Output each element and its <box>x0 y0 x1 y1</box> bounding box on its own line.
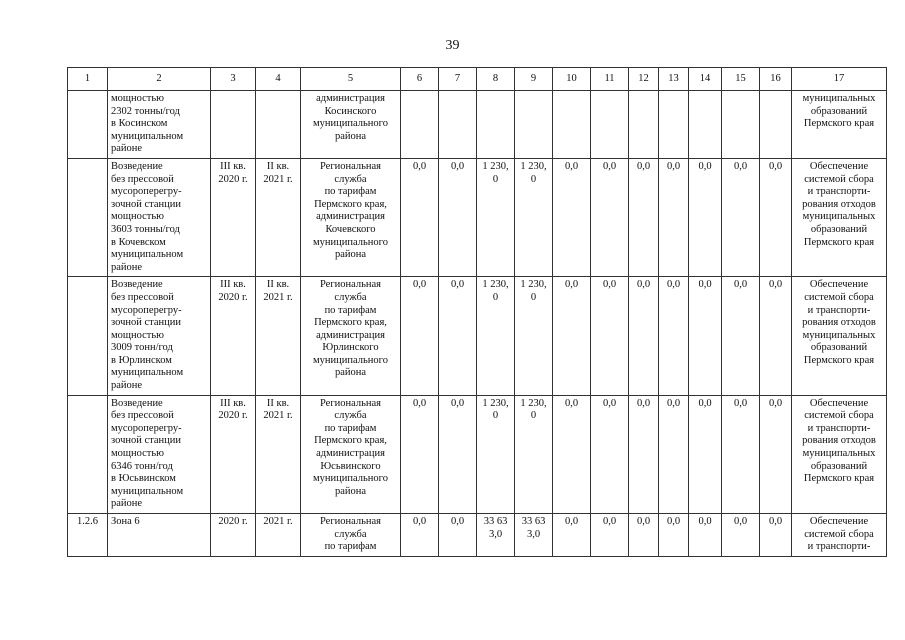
item-number <box>68 277 108 395</box>
start-date: 2020 г. <box>211 514 256 557</box>
value-cell <box>553 91 591 159</box>
value-cell: 0,0 <box>591 158 629 276</box>
value-cell: 0,0 <box>722 277 760 395</box>
value-cell: 0,0 <box>722 514 760 557</box>
value-cell: 0,0 <box>629 514 659 557</box>
end-date: II кв. 2021 г. <box>256 277 301 395</box>
value-cell: 0,0 <box>401 514 439 557</box>
value-cell <box>515 91 553 159</box>
column-header: 8 <box>477 68 515 91</box>
column-number-row <box>68 68 887 91</box>
expected-result: муниципальных образований Пермского края <box>792 91 887 159</box>
table-row <box>68 395 887 513</box>
item-number: 1.2.6 <box>68 514 108 557</box>
value-cell <box>722 91 760 159</box>
column-header: 7 <box>439 68 477 91</box>
value-cell <box>629 91 659 159</box>
value-cell <box>689 91 722 159</box>
value-cell <box>659 91 689 159</box>
value-cell: 0,0 <box>439 158 477 276</box>
value-cell: 0,0 <box>553 277 591 395</box>
value-cell: 0,0 <box>760 277 792 395</box>
column-header: 3 <box>211 68 256 91</box>
expected-result: Обеспечение системой сбора и транспорти- <box>792 514 887 557</box>
value-cell: 0,0 <box>591 395 629 513</box>
page-number: 39 <box>445 38 460 53</box>
column-header: 1 <box>68 68 108 91</box>
value-cell: 0,0 <box>401 395 439 513</box>
column-header: 2 <box>108 68 211 91</box>
value-cell: 0,0 <box>659 158 689 276</box>
value-cell <box>401 91 439 159</box>
value-cell: 0,0 <box>689 395 722 513</box>
column-header: 15 <box>722 68 760 91</box>
activity-name: мощностью 2302 тонны/год в Косинском муниципальном районе <box>108 91 211 159</box>
value-cell: 0,0 <box>659 395 689 513</box>
value-cell: 0,0 <box>722 158 760 276</box>
value-cell: 0,0 <box>689 158 722 276</box>
value-cell: 0,0 <box>439 514 477 557</box>
column-header: 4 <box>256 68 301 91</box>
value-cell: 0,0 <box>689 277 722 395</box>
value-cell: 0,0 <box>439 277 477 395</box>
value-cell: 0,0 <box>629 395 659 513</box>
executor: Региональная служба по тарифам <box>301 514 401 557</box>
column-header: 17 <box>792 68 887 91</box>
value-cell: 33 63 3,0 <box>477 514 515 557</box>
end-date: II кв. 2021 г. <box>256 395 301 513</box>
value-cell: 0,0 <box>553 395 591 513</box>
value-cell: 0,0 <box>659 277 689 395</box>
value-cell: 1 230, 0 <box>477 395 515 513</box>
column-header: 10 <box>553 68 591 91</box>
value-cell: 1 230, 0 <box>477 277 515 395</box>
item-number <box>68 158 108 276</box>
value-cell: 0,0 <box>553 514 591 557</box>
column-header: 6 <box>401 68 439 91</box>
column-header: 9 <box>515 68 553 91</box>
value-cell <box>760 91 792 159</box>
value-cell: 0,0 <box>659 514 689 557</box>
start-date <box>211 91 256 159</box>
value-cell: 0,0 <box>760 395 792 513</box>
table-row <box>68 158 887 276</box>
program-table <box>67 67 887 557</box>
activity-name: Возведение без прессовой мусороперегру- зочной станции мощностью 3009 тонн/год в Юрлинском муниципальном районе <box>108 277 211 395</box>
end-date: II кв. 2021 г. <box>256 158 301 276</box>
item-number <box>68 91 108 159</box>
item-number <box>68 395 108 513</box>
table-row <box>68 91 887 159</box>
value-cell <box>439 91 477 159</box>
executor: Региональная служба по тарифам Пермского края, администрация Кочевского муниципального района <box>301 158 401 276</box>
activity-name: Зона 6 <box>108 514 211 557</box>
column-header: 5 <box>301 68 401 91</box>
start-date: III кв. 2020 г. <box>211 158 256 276</box>
value-cell: 0,0 <box>629 158 659 276</box>
executor: Региональная служба по тарифам Пермского края, администрация Юсьвинского муниципального района <box>301 395 401 513</box>
value-cell: 1 230, 0 <box>515 277 553 395</box>
value-cell: 0,0 <box>553 158 591 276</box>
table-row <box>68 277 887 395</box>
table-row <box>68 514 887 557</box>
expected-result: Обеспечение системой сбора и транспорти- рования отходов муниципальных образований Пермского края <box>792 277 887 395</box>
value-cell: 33 63 3,0 <box>515 514 553 557</box>
executor: администрация Косинского муниципального района <box>301 91 401 159</box>
value-cell: 1 230, 0 <box>477 158 515 276</box>
column-header: 12 <box>629 68 659 91</box>
value-cell: 1 230, 0 <box>515 395 553 513</box>
expected-result: Обеспечение системой сбора и транспорти- рования отходов муниципальных образований Пермского края <box>792 158 887 276</box>
value-cell: 1 230, 0 <box>515 158 553 276</box>
value-cell: 0,0 <box>629 277 659 395</box>
value-cell: 0,0 <box>591 514 629 557</box>
value-cell: 0,0 <box>760 158 792 276</box>
column-header: 16 <box>760 68 792 91</box>
end-date <box>256 91 301 159</box>
value-cell: 0,0 <box>439 395 477 513</box>
value-cell: 0,0 <box>689 514 722 557</box>
expected-result: Обеспечение системой сбора и транспорти- рования отходов муниципальных образований Пермского края <box>792 395 887 513</box>
executor: Региональная служба по тарифам Пермского края, администрация Юрлинского муниципального района <box>301 277 401 395</box>
activity-name: Возведение без прессовой мусороперегру- зочной станции мощностью 6346 тонн/год в Юсьвинском муниципальном районе <box>108 395 211 513</box>
value-cell <box>591 91 629 159</box>
value-cell <box>477 91 515 159</box>
value-cell: 0,0 <box>591 277 629 395</box>
start-date: III кв. 2020 г. <box>211 277 256 395</box>
value-cell: 0,0 <box>760 514 792 557</box>
activity-name: Возведение без прессовой мусороперегру- зочной станции мощностью 3603 тонны/год в Кочевском муниципальном районе <box>108 158 211 276</box>
value-cell: 0,0 <box>722 395 760 513</box>
value-cell: 0,0 <box>401 277 439 395</box>
column-header: 14 <box>689 68 722 91</box>
start-date: III кв. 2020 г. <box>211 395 256 513</box>
column-header: 11 <box>591 68 629 91</box>
column-header: 13 <box>659 68 689 91</box>
end-date: 2021 г. <box>256 514 301 557</box>
value-cell: 0,0 <box>401 158 439 276</box>
